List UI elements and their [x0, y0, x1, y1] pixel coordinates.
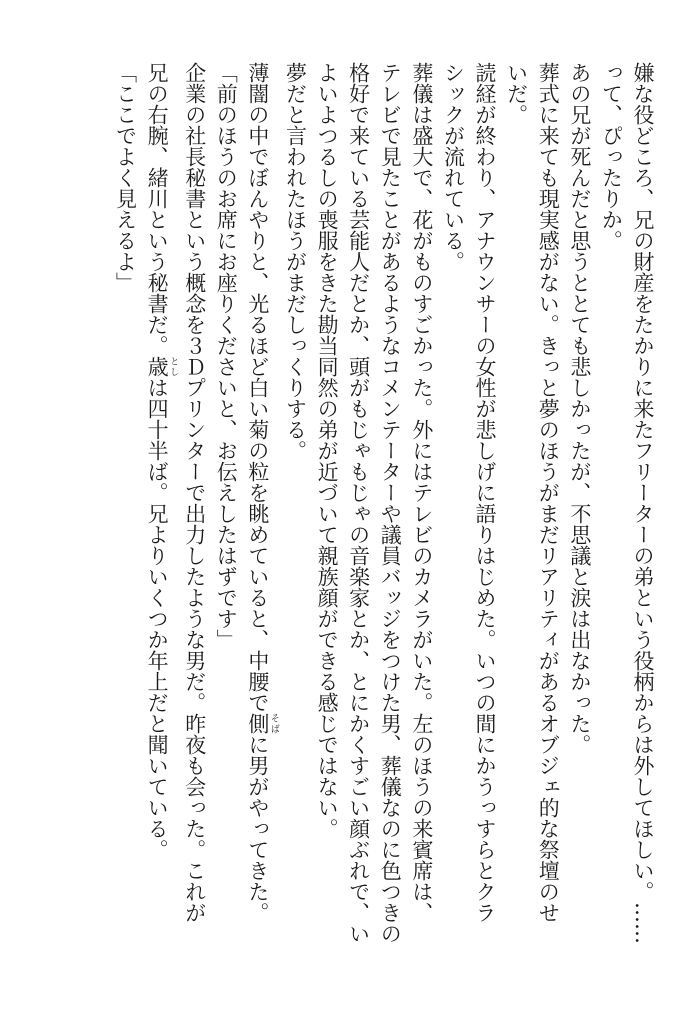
text-line-4: 葬式に来ても現実感がない。きっと夢のほうがまだリアリティがあるオブジェ的な祭壇のせ	[536, 62, 561, 923]
text-line-13: 薄闇の中でぼんやりと、光るほど白い菊の粒を眺めていると、中腰で側 そばに男がやってきた。	[245, 62, 279, 923]
text-line-1: 嫌な役どころ、兄の財産をたかりに来たフリーターの弟という役柄からは外してほしい。……	[631, 62, 655, 944]
furigana-reading: とし	[168, 356, 179, 377]
text-line-12: 夢だと言われたほうがまだしっくりする。	[283, 62, 308, 461]
text-line-2: って、ぴったりか。	[599, 62, 624, 251]
text-line-5: いだ。	[504, 62, 529, 125]
text-line-17: 「ここでよく見えるよ」	[113, 62, 138, 293]
text-line-8: 葬儀は盛大で、花がものすごかった。外にはテレビのカメラがいた。左のほうの来賓席は、	[409, 62, 434, 923]
text-line-6: 読経が終わり、アナウンサーの女性が悲しげに語りはじめた。いつの間にかうっすらとクラ	[473, 62, 498, 923]
text-line-10: 格好で来ている芸能人だとか、頭がもじゃもじゃの音楽家とか、とにかくすごい顔ぶれで、い	[346, 62, 371, 944]
text-line-14: 「前のほうのお席にお座りくださいと、お伝えしたはずです」	[214, 62, 239, 650]
furigana-soba: 側 そば	[245, 713, 279, 734]
text-line-7: シックが流れている。	[441, 62, 466, 272]
furigana-toshi: 歳 とし	[145, 356, 179, 377]
vertical-text-body	[26, 62, 658, 962]
text-line-11: よいよつるしの喪服をきた勘当同然の弟が近づいて親族顔ができる感じではない。	[315, 62, 340, 839]
text-line-16: 兄の右腕、緒川という秘書だ。歳 としは四十半ば。兄よりいくつか年上だと聞いている。	[145, 62, 179, 860]
furigana-reading: そば	[268, 713, 279, 734]
text-line-9: テレビで見たことがあるようなコメンテーターや議員バッジをつけた男、葬儀なのに色つきの	[378, 62, 403, 944]
text-line-15: 企業の社長秘書という概念を３Ｄプリンターで出力したような男だ。昨夜も会った。これが	[182, 62, 207, 923]
text-line-3: あの兄が死んだと思うととても悲しかったが、不思議と涙は出なかった。	[567, 62, 592, 755]
